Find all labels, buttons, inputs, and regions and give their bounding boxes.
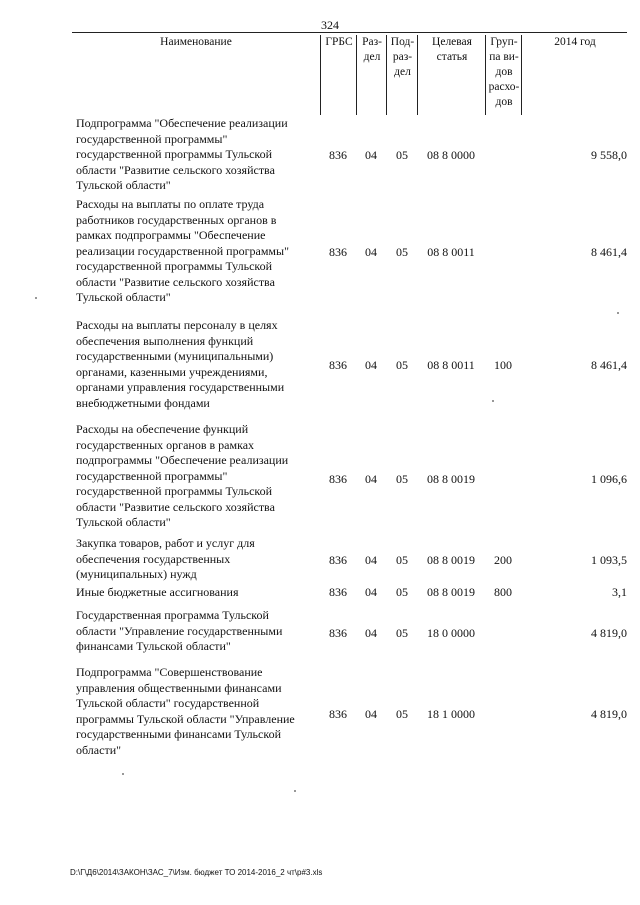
table-row <box>72 585 627 603</box>
row-name-line: обеспечения государственных <box>76 551 231 566</box>
row-celevaya: 08 8 0019 <box>427 585 475 599</box>
row-razdel: 04 <box>365 148 377 162</box>
row-grbs: 836 <box>329 358 347 372</box>
row-name <box>76 608 310 655</box>
row-name-line: Закупка товаров, работ и услуг для <box>76 536 255 550</box>
header-celevaya-line: статья <box>436 51 468 63</box>
header-name-text: Наименование <box>160 36 232 48</box>
row-grbs: 836 <box>329 472 347 486</box>
row-gruppa: 800 <box>494 585 512 599</box>
header-podrazdel-line: дел <box>394 66 411 78</box>
row-name <box>76 116 310 194</box>
row-celevaya: 08 8 0000 <box>427 148 475 162</box>
row-sum: 8 461,4 <box>591 358 627 372</box>
table-row <box>72 197 627 309</box>
header-gruppa-line: па ви- <box>489 51 519 63</box>
scan-speck <box>122 773 124 775</box>
row-podrazdel: 05 <box>396 148 408 162</box>
row-name-line: (муниципальных) нужд <box>76 567 197 581</box>
row-podrazdel: 05 <box>396 245 408 259</box>
row-name <box>76 318 310 411</box>
scan-speck <box>35 297 37 299</box>
row-name-line: Расходы на выплаты по оплате труда <box>76 197 265 211</box>
row-grbs: 836 <box>329 148 347 162</box>
scan-speck <box>294 790 296 792</box>
header-gruppa-line: дов <box>495 96 513 108</box>
row-name-line: области" <box>76 742 122 757</box>
row-podrazdel: 05 <box>396 358 408 372</box>
row-sum: 4 819,0 <box>591 626 627 640</box>
row-name-line: обеспечения выполнения функций <box>76 333 254 348</box>
header-year-text: 2014 год <box>554 36 596 48</box>
row-name-line: государственной программы Тульской <box>76 259 273 273</box>
header-razdel <box>356 35 387 115</box>
row-name-line: Подпрограмма "Совершенствование <box>76 665 263 679</box>
table-row <box>72 116 627 196</box>
row-gruppa: 100 <box>494 358 512 372</box>
row-razdel: 04 <box>365 585 377 599</box>
header-celevaya <box>417 35 486 115</box>
row-name-line: Тульской области" <box>76 178 171 192</box>
header-year <box>521 35 628 115</box>
row-name-line: Расходы на обеспечение функций <box>76 422 249 436</box>
file-path-footer: D:\Г\Д6\2014\ЗАКОН\ЗАС_7\Изм. бюджет ТО 2014-2016_2 чт\р#3.xls <box>70 868 323 877</box>
row-name-line: внебюджетными фондами <box>76 395 210 410</box>
table-row <box>72 318 627 414</box>
row-name-line: области "Управление государственными <box>76 623 283 638</box>
table-row <box>72 608 627 656</box>
row-name <box>76 536 310 583</box>
row-name-line: программы Тульской области "Управление <box>76 711 295 726</box>
row-name <box>76 422 310 531</box>
row-sum: 4 819,0 <box>591 707 627 721</box>
row-name-line: органами, казенными учреждениями, <box>76 364 268 379</box>
row-name-line: Расходы на выплаты персоналу в целях <box>76 318 278 332</box>
row-sum: 3,1 <box>612 585 627 599</box>
table-row <box>72 536 627 584</box>
row-grbs: 836 <box>329 707 347 721</box>
header-razdel-line: дел <box>363 51 381 63</box>
header-grbs <box>320 35 357 115</box>
row-name <box>76 197 310 306</box>
header-gruppa-line: Груп- <box>490 36 518 48</box>
header-razdel-line: Раз- <box>362 36 382 48</box>
row-podrazdel: 05 <box>396 626 408 640</box>
table-header <box>72 32 627 113</box>
table-row <box>72 665 627 761</box>
row-name-line: Иные бюджетные ассигнования <box>76 585 239 599</box>
row-name-line: области "Развитие сельского хозяйства <box>76 274 275 289</box>
row-name-line: государственных органов в рамках <box>76 437 255 452</box>
row-name-line: работников государственных органов в <box>76 212 277 227</box>
row-razdel: 04 <box>365 472 377 486</box>
row-grbs: 836 <box>329 626 347 640</box>
row-podrazdel: 05 <box>396 553 408 567</box>
scan-speck <box>492 400 494 402</box>
row-name-line: Государственная программа Тульской <box>76 608 269 622</box>
row-name-line: государственными финансами Тульской <box>76 727 281 741</box>
page-number: 324 <box>321 18 339 32</box>
row-name-line: рамках подпрограммы "Обеспечение <box>76 228 266 242</box>
row-name <box>76 665 310 758</box>
row-name-line: Подпрограмма "Обеспечение реализации <box>76 116 288 130</box>
row-name-line: Тульской области" <box>76 290 171 304</box>
table-row <box>72 422 627 534</box>
row-sum: 8 461,4 <box>591 245 627 259</box>
header-gruppa-line: расхо- <box>488 81 520 93</box>
row-name-line: государственными (муниципальными) <box>76 349 274 363</box>
row-grbs: 836 <box>329 553 347 567</box>
row-name-line: Тульской области" <box>76 515 171 529</box>
row-gruppa: 200 <box>494 553 512 567</box>
row-name-line: государственной программы" <box>76 468 228 483</box>
header-podrazdel <box>386 35 418 115</box>
scan-speck <box>617 312 619 314</box>
row-name-line: государственной программы" <box>76 131 228 146</box>
row-razdel: 04 <box>365 626 377 640</box>
row-celevaya: 08 8 0011 <box>427 245 475 259</box>
row-name-line: области "Развитие сельского хозяйства <box>76 162 275 177</box>
row-celevaya: 08 8 0011 <box>427 358 475 372</box>
header-grbs-text: ГРБС <box>325 36 353 48</box>
row-razdel: 04 <box>365 553 377 567</box>
row-name-line: реализации государственной программы" <box>76 243 289 258</box>
row-podrazdel: 05 <box>396 472 408 486</box>
row-razdel: 04 <box>365 358 377 372</box>
row-grbs: 836 <box>329 245 347 259</box>
row-name <box>76 585 310 601</box>
row-name-line: государственной программы Тульской <box>76 484 273 498</box>
header-celevaya-line: Целевая <box>432 36 472 48</box>
row-razdel: 04 <box>365 245 377 259</box>
header-name <box>72 35 320 115</box>
row-celevaya: 08 8 0019 <box>427 472 475 486</box>
row-razdel: 04 <box>365 707 377 721</box>
row-celevaya: 18 1 0000 <box>427 707 475 721</box>
header-podrazdel-line: раз- <box>392 51 413 63</box>
row-sum: 1 096,6 <box>591 472 627 486</box>
row-sum: 1 093,5 <box>591 553 627 567</box>
row-name-line: финансами Тульской области" <box>76 639 231 653</box>
row-name-line: подпрограммы "Обеспечение реализации <box>76 453 289 467</box>
row-name-line: государственной программы Тульской <box>76 147 273 161</box>
row-podrazdel: 05 <box>396 707 408 721</box>
row-grbs: 836 <box>329 585 347 599</box>
row-celevaya: 08 8 0019 <box>427 553 475 567</box>
row-name-line: Тульской области" государственной <box>76 696 260 710</box>
row-celevaya: 18 0 0000 <box>427 626 475 640</box>
row-sum: 9 558,0 <box>591 148 627 162</box>
header-gruppa <box>485 35 522 115</box>
header-podrazdel-line: Под- <box>390 36 415 48</box>
row-podrazdel: 05 <box>396 585 408 599</box>
row-name-line: органами управления государственными <box>76 380 285 394</box>
header-gruppa-line: дов <box>495 66 513 78</box>
row-name-line: управления общественными финансами <box>76 680 282 695</box>
row-name-line: области "Развитие сельского хозяйства <box>76 499 275 514</box>
